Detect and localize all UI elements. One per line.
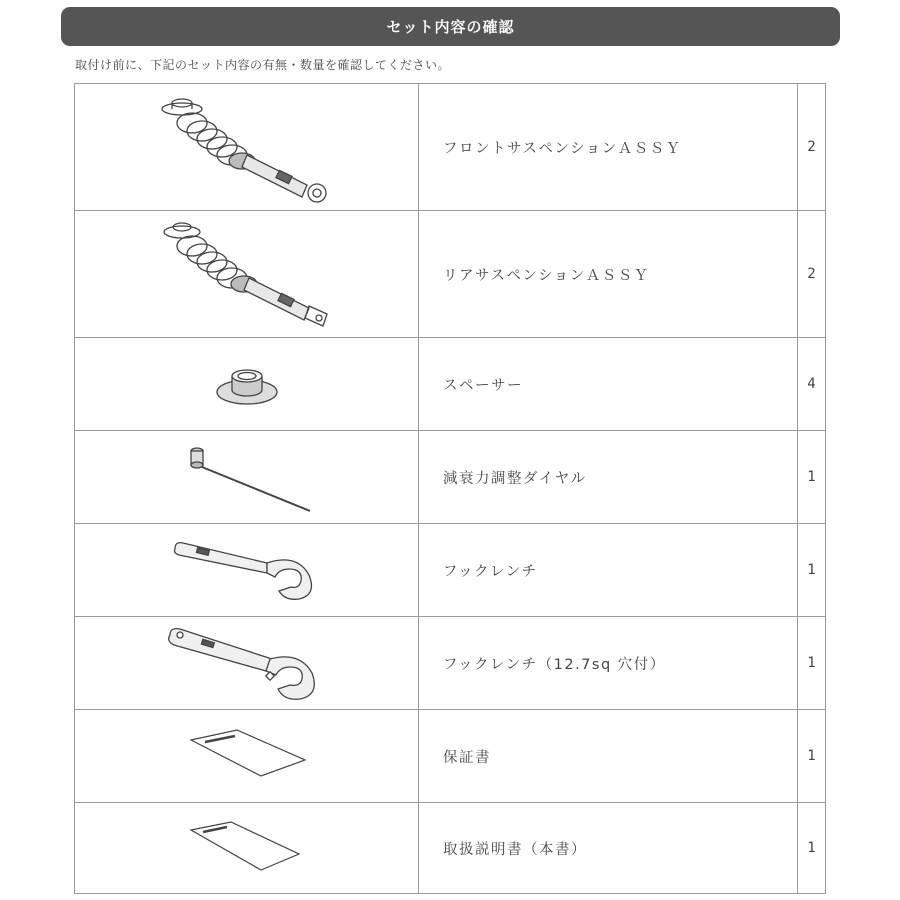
item-image-cell xyxy=(75,431,419,524)
instruction-manual-icon xyxy=(177,818,317,878)
table-row xyxy=(75,211,826,338)
table-row xyxy=(75,710,826,803)
table-row xyxy=(75,803,826,894)
hook-wrench-icon xyxy=(167,535,327,605)
damping-dial-icon xyxy=(172,437,322,517)
warranty-card-icon xyxy=(177,726,317,786)
item-image-cell xyxy=(75,338,419,431)
item-quantity: 1 xyxy=(798,803,826,894)
item-name: フックレンチ xyxy=(419,524,798,617)
spacer-icon xyxy=(202,354,292,414)
section-header xyxy=(61,7,840,46)
item-image-cell xyxy=(75,211,419,338)
item-quantity: 4 xyxy=(798,338,826,431)
item-image-cell xyxy=(75,84,419,211)
item-image-cell xyxy=(75,617,419,710)
item-name: フックレンチ（12.7sq 穴付） xyxy=(419,617,798,710)
item-quantity: 1 xyxy=(798,710,826,803)
table-row xyxy=(75,338,826,431)
parts-table xyxy=(74,83,826,894)
item-quantity: 2 xyxy=(798,211,826,338)
section-title: セット内容の確認 xyxy=(386,18,515,36)
table-row xyxy=(75,617,826,710)
hook-wrench-square-hole-icon xyxy=(162,623,332,703)
table-row xyxy=(75,524,826,617)
item-name: 減衰力調整ダイヤル xyxy=(419,431,798,524)
item-quantity: 1 xyxy=(798,617,826,710)
table-row xyxy=(75,431,826,524)
item-name: リアサスペンションＡＳＳＹ xyxy=(419,211,798,338)
item-name: 保証書 xyxy=(419,710,798,803)
item-image-cell xyxy=(75,524,419,617)
intro-text: 取付け前に、下記のセット内容の有無・数量を確認してください。 xyxy=(75,58,451,72)
item-quantity: 1 xyxy=(798,524,826,617)
item-image-cell xyxy=(75,803,419,894)
item-name: 取扱説明書（本書） xyxy=(419,803,798,894)
rear-suspension-icon xyxy=(147,214,347,334)
front-suspension-icon xyxy=(147,87,347,207)
table-row xyxy=(75,84,826,211)
item-image-cell xyxy=(75,710,419,803)
item-name: スペーサー xyxy=(419,338,798,431)
item-quantity: 2 xyxy=(798,84,826,211)
item-quantity: 1 xyxy=(798,431,826,524)
item-name: フロントサスペンションＡＳＳＹ xyxy=(419,84,798,211)
